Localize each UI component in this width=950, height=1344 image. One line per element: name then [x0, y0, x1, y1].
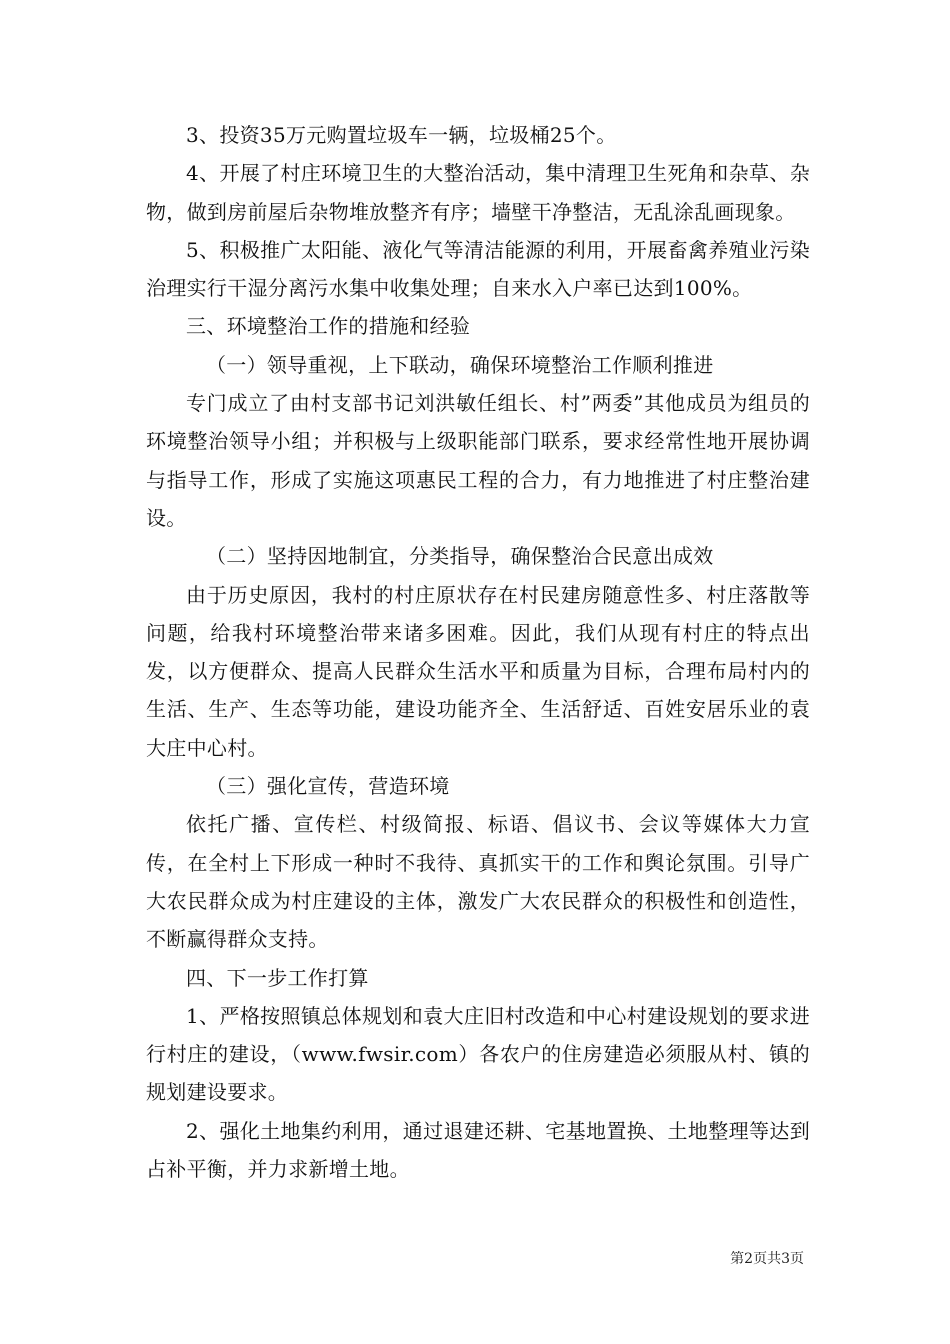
- subsection-heading-2: （二）坚持因地制宜，分类指导，确保整治合民意出成效: [206, 544, 714, 569]
- subsection-heading-1: （一）领导重视，上下联动，确保环境整治工作顺利推进: [206, 352, 714, 377]
- paragraph-leadership: 专门成立了由村支部书记刘洪敏任组长、村”两委”其他成员为组员的环境整治领导小组；并积极与上级职能部门联系，要求经常性地开展协调与指导工作，形成了实施这项惠民工程的合力，有力地推进了村庄整治建设。: [146, 391, 810, 530]
- paragraph-local-conditions: 由于历史原因，我村的村庄原状存在村民建房随意性多、村庄落散等问题，给我村环境整治带来诸多困难。因此，我们从现有村庄的特点出发，以方便群众、提高人民群众生活水平和质量为目标，合理布局村内的生活、生产、生态等功能，建设功能齐全、生活舒适、百姓安居乐业的袁大庄中心村。: [146, 582, 810, 760]
- paragraph-item-3: 3、投资35万元购置垃圾车一辆，垃圾桶25个。: [186, 123, 617, 147]
- subsection-heading-3: （三）强化宣传，营造环境: [206, 774, 450, 799]
- paragraph-plan-1: 1、严格按照镇总体规划和袁大庄旧村改造和中心村建设规划的要求进行村庄的建设，（www.fwsir.com）各农户的住房建造必须服从村、镇的规划建设要求。: [146, 1003, 810, 1105]
- page-number: 第2页共3页: [730, 1251, 804, 1267]
- section-heading-4: 四、下一步工作打算: [186, 965, 369, 990]
- paragraph-plan-2: 2、强化土地集约利用，通过退建还耕、宅基地置换、土地整理等达到占补平衡，并力求新增土地。: [146, 1118, 810, 1182]
- paragraph-item-5: 5、积极推广太阳能、液化气等清洁能源的利用，开展畜禽养殖业污染治理实行干湿分离污水集中收集处理；自来水入户率已达到100%。: [146, 237, 810, 301]
- paragraph-item-4: 4、开展了村庄环境卫生的大整治活动，集中清理卫生死角和杂草、杂物，做到房前屋后杂物堆放整齐有序；墙壁干净整洁，无乱涂乱画现象。: [146, 161, 810, 224]
- document-body: [146, 116, 810, 1188]
- paragraph-publicity: 依托广播、宣传栏、村级简报、标语、倡议书、会议等媒体大力宣传，在全村上下形成一种时不我待、真抓实干的工作和舆论氛围。引导广大农民群众成为村庄建设的主体，激发广大农民群众的积极性和创造性，不断赢得群众支持。: [146, 812, 810, 952]
- section-heading-3: 三、环境整治工作的措施和经验: [186, 314, 471, 339]
